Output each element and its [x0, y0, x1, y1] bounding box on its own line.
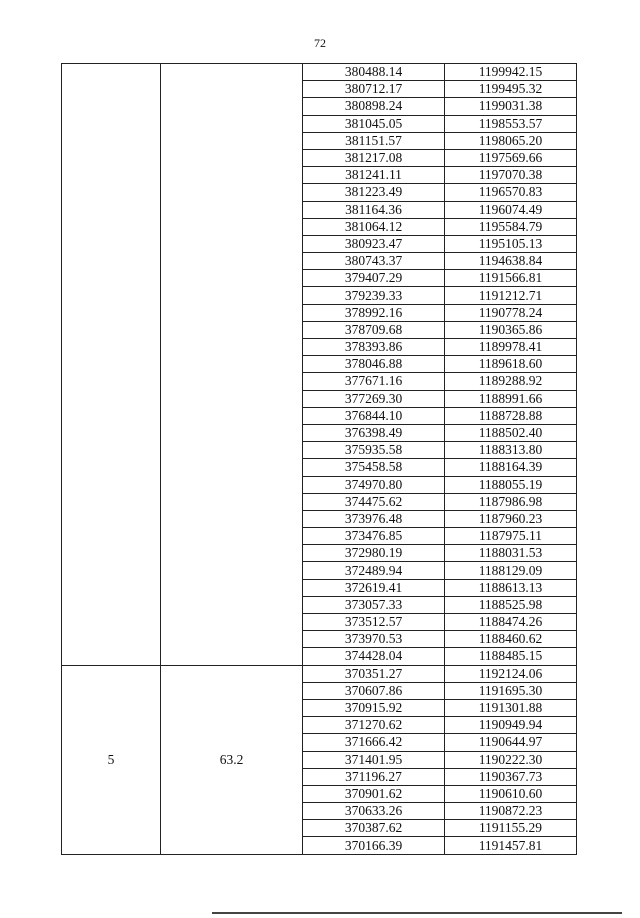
y-coordinate-cell: 1190367.73 — [445, 768, 577, 785]
y-coordinate-cell: 1195584.79 — [445, 218, 577, 235]
x-coordinate-cell: 370633.26 — [303, 803, 445, 820]
x-coordinate-cell: 373057.33 — [303, 596, 445, 613]
x-coordinate-cell: 370915.92 — [303, 699, 445, 716]
coordinates-table — [61, 63, 577, 855]
x-coordinate-cell: 370351.27 — [303, 665, 445, 682]
x-coordinate-cell: 374970.80 — [303, 476, 445, 493]
section-id-cell — [62, 64, 161, 666]
x-coordinate-cell: 370387.62 — [303, 820, 445, 837]
y-coordinate-cell: 1198553.57 — [445, 115, 577, 132]
x-coordinate-cell: 375935.58 — [303, 442, 445, 459]
y-coordinate-cell: 1189978.41 — [445, 339, 577, 356]
x-coordinate-cell: 372619.41 — [303, 579, 445, 596]
x-coordinate-cell: 376398.49 — [303, 424, 445, 441]
y-coordinate-cell: 1190778.24 — [445, 304, 577, 321]
y-coordinate-cell: 1190222.30 — [445, 751, 577, 768]
y-coordinate-cell: 1191566.81 — [445, 270, 577, 287]
y-coordinate-cell: 1192124.06 — [445, 665, 577, 682]
y-coordinate-cell: 1190610.60 — [445, 785, 577, 802]
y-coordinate-cell: 1199031.38 — [445, 98, 577, 115]
y-coordinate-cell: 1190872.23 — [445, 803, 577, 820]
x-coordinate-cell: 371270.62 — [303, 717, 445, 734]
y-coordinate-cell: 1188991.66 — [445, 390, 577, 407]
x-coordinate-cell: 375458.58 — [303, 459, 445, 476]
y-coordinate-cell: 1188129.09 — [445, 562, 577, 579]
y-coordinate-cell: 1195105.13 — [445, 235, 577, 252]
x-coordinate-cell: 370166.39 — [303, 837, 445, 854]
y-coordinate-cell: 1199495.32 — [445, 81, 577, 98]
x-coordinate-cell: 381045.05 — [303, 115, 445, 132]
y-coordinate-cell: 1190949.94 — [445, 717, 577, 734]
x-coordinate-cell: 378992.16 — [303, 304, 445, 321]
x-coordinate-cell: 373976.48 — [303, 510, 445, 527]
page-number: 72 — [314, 36, 326, 50]
x-coordinate-cell: 381064.12 — [303, 218, 445, 235]
x-coordinate-cell: 370607.86 — [303, 682, 445, 699]
bottom-rule — [212, 912, 622, 914]
x-coordinate-cell: 371401.95 — [303, 751, 445, 768]
y-coordinate-cell: 1188613.13 — [445, 579, 577, 596]
x-coordinate-cell: 373476.85 — [303, 528, 445, 545]
y-coordinate-cell: 1187975.11 — [445, 528, 577, 545]
x-coordinate-cell: 378709.68 — [303, 321, 445, 338]
y-coordinate-cell: 1197070.38 — [445, 167, 577, 184]
x-coordinate-cell: 370901.62 — [303, 785, 445, 802]
table-row — [62, 665, 577, 682]
x-coordinate-cell: 381223.49 — [303, 184, 445, 201]
y-coordinate-cell: 1187986.98 — [445, 493, 577, 510]
x-coordinate-cell: 379407.29 — [303, 270, 445, 287]
y-coordinate-cell: 1188313.80 — [445, 442, 577, 459]
x-coordinate-cell: 371196.27 — [303, 768, 445, 785]
y-coordinate-cell: 1198065.20 — [445, 132, 577, 149]
x-coordinate-cell: 377269.30 — [303, 390, 445, 407]
x-coordinate-cell: 372489.94 — [303, 562, 445, 579]
x-coordinate-cell: 371666.42 — [303, 734, 445, 751]
x-coordinate-cell: 374428.04 — [303, 648, 445, 665]
x-coordinate-cell: 373970.53 — [303, 631, 445, 648]
x-coordinate-cell: 380923.47 — [303, 235, 445, 252]
y-coordinate-cell: 1196074.49 — [445, 201, 577, 218]
x-coordinate-cell: 381217.08 — [303, 149, 445, 166]
y-coordinate-cell: 1194638.84 — [445, 253, 577, 270]
y-coordinate-cell: 1191155.29 — [445, 820, 577, 837]
y-coordinate-cell: 1197569.66 — [445, 149, 577, 166]
x-coordinate-cell: 379239.33 — [303, 287, 445, 304]
y-coordinate-cell: 1190644.97 — [445, 734, 577, 751]
x-coordinate-cell: 380898.24 — [303, 98, 445, 115]
area-cell — [161, 64, 303, 666]
x-coordinate-cell: 380743.37 — [303, 253, 445, 270]
y-coordinate-cell: 1191212.71 — [445, 287, 577, 304]
y-coordinate-cell: 1188485.15 — [445, 648, 577, 665]
x-coordinate-cell: 378046.88 — [303, 356, 445, 373]
y-coordinate-cell: 1189288.92 — [445, 373, 577, 390]
x-coordinate-cell: 376844.10 — [303, 407, 445, 424]
x-coordinate-cell: 380712.17 — [303, 81, 445, 98]
x-coordinate-cell: 372980.19 — [303, 545, 445, 562]
x-coordinate-cell: 373512.57 — [303, 614, 445, 631]
table-row — [62, 64, 577, 81]
y-coordinate-cell: 1190365.86 — [445, 321, 577, 338]
y-coordinate-cell: 1191301.88 — [445, 699, 577, 716]
y-coordinate-cell: 1188474.26 — [445, 614, 577, 631]
y-coordinate-cell: 1188502.40 — [445, 424, 577, 441]
section-id-cell: 5 — [62, 665, 161, 854]
x-coordinate-cell: 374475.62 — [303, 493, 445, 510]
x-coordinate-cell: 381241.11 — [303, 167, 445, 184]
y-coordinate-cell: 1188728.88 — [445, 407, 577, 424]
y-coordinate-cell: 1188525.98 — [445, 596, 577, 613]
y-coordinate-cell: 1188164.39 — [445, 459, 577, 476]
y-coordinate-cell: 1191457.81 — [445, 837, 577, 854]
y-coordinate-cell: 1199942.15 — [445, 64, 577, 81]
coordinates-table-body — [62, 64, 577, 855]
x-coordinate-cell: 381164.36 — [303, 201, 445, 218]
y-coordinate-cell: 1188031.53 — [445, 545, 577, 562]
x-coordinate-cell: 380488.14 — [303, 64, 445, 81]
y-coordinate-cell: 1188460.62 — [445, 631, 577, 648]
y-coordinate-cell: 1188055.19 — [445, 476, 577, 493]
y-coordinate-cell: 1191695.30 — [445, 682, 577, 699]
area-cell: 63.2 — [161, 665, 303, 854]
x-coordinate-cell: 378393.86 — [303, 339, 445, 356]
y-coordinate-cell: 1187960.23 — [445, 510, 577, 527]
x-coordinate-cell: 377671.16 — [303, 373, 445, 390]
y-coordinate-cell: 1196570.83 — [445, 184, 577, 201]
y-coordinate-cell: 1189618.60 — [445, 356, 577, 373]
x-coordinate-cell: 381151.57 — [303, 132, 445, 149]
